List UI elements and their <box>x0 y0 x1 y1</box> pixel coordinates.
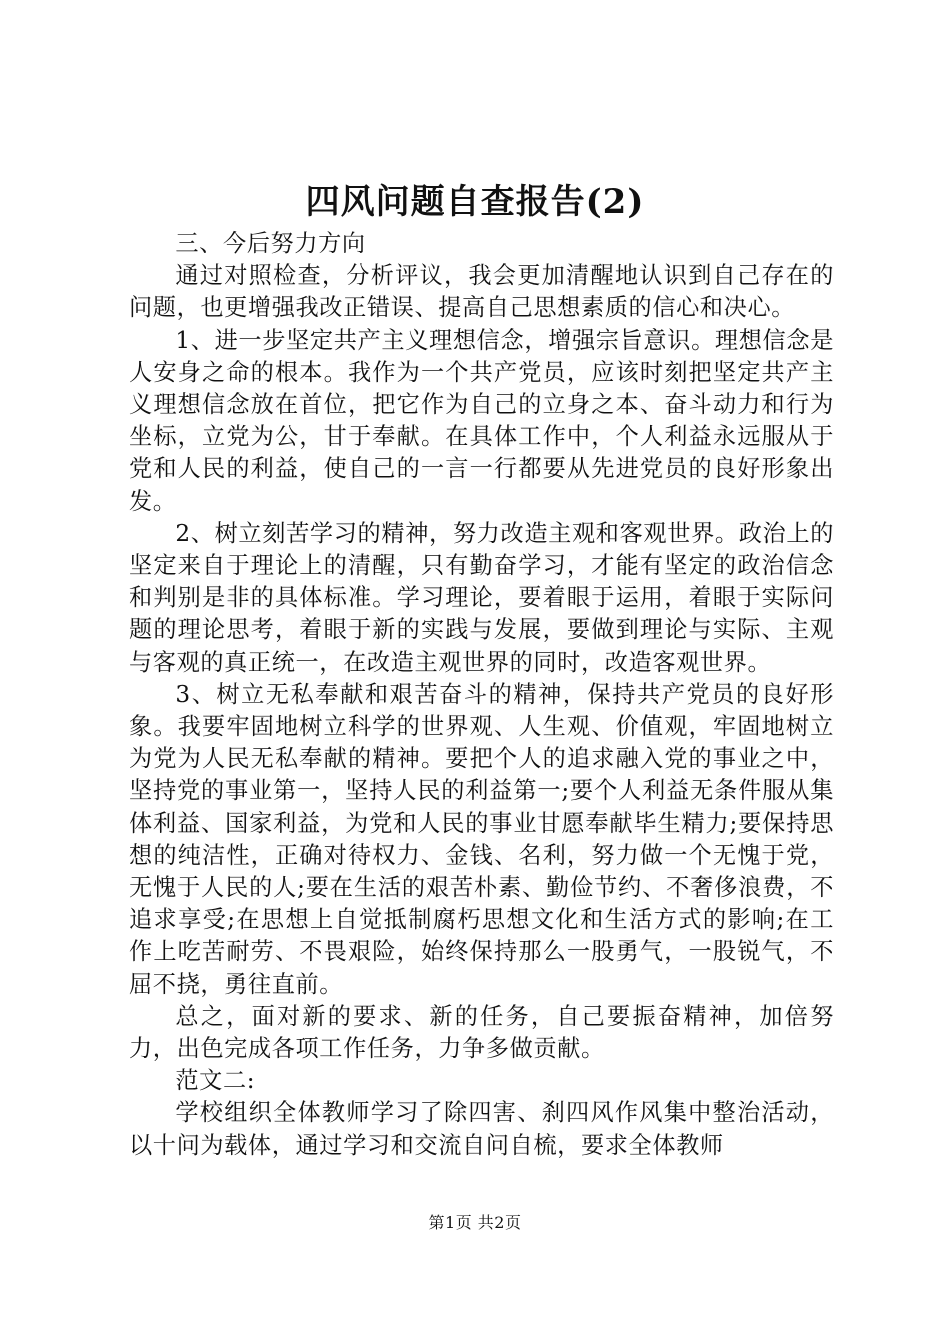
document-title: 四风问题自查报告(2) <box>305 182 645 222</box>
paragraph: 2、树立刻苦学习的精神，努力改造主观和客观世界。政治上的坚定来自于理论上的清醒，只有勤奋学习，才能有坚定的政治信念和判别是非的具体标准。学习理论，要着眼于运用，着眼于实际问题的理论思考，着眼于新的实践与发展，要做到理论与实际、主观与客观的真正统一，在改造主观世界的同时，改造客观世界。 <box>129 519 834 676</box>
paragraph: 3、树立无私奉献和艰苦奋斗的精神，保持共产党员的良好形象。我要牢固地树立科学的世界观、人生观、价值观，牢固地树立为党为人民无私奉献的精神。要把个人的追求融入党的事业之中，坚持党的事业第一，坚持人民的利益第一;要个人利益无条件服从集体利益、国家利益，为党和人民的事业甘愿奉献毕生精力;要保持思想的纯洁性，正确对待权力、金钱、名利，努力做一个无愧于党，无愧于人民的人;要在生活的艰苦朴素、勤俭节约、不奢侈浪费，不追求享受;在思想上自觉抵制腐朽思想文化和生活方式的影响;在工作上吃苦耐劳、不畏艰险，始终保持那么一股勇气，一股锐气，不屈不挠，勇往直前。 <box>129 680 834 998</box>
paragraph: 通过对照检查，分析评议，我会更加清醒地认识到自己存在的问题，也更增强我改正错误、提高自己思想素质的信心和决心。 <box>129 262 834 322</box>
paragraph: 1、进一步坚定共产主义理想信念，增强宗旨意识。理想信念是人安身之命的根本。我作为一个共产党员，应该时刻把坚定共产主义理想信念放在首位，把它作为自己的立身之本、奋斗动力和行为坐标，立党为公，甘于奉献。在具体工作中，个人利益永远服从于党和人民的利益，使自己的一言一行都要从先进党员的良好形象出发。 <box>129 326 834 515</box>
paragraph: 学校组织全体教师学习了除四害、刹四风作风集中整治活动，以十问为载体，通过学习和交流自问自梳，要求全体教师 <box>129 1099 834 1159</box>
section-heading: 三、今后努力方向 <box>175 230 366 257</box>
page-footer: 第1页 共2页 <box>428 1213 522 1232</box>
document-body <box>129 228 834 1162</box>
section-heading: 范文二: <box>175 1067 256 1095</box>
paragraph: 总之，面对新的要求、新的任务，自己要振奋精神，加倍努力，出色完成各项工作任务，力争多做贡献。 <box>129 1002 834 1063</box>
